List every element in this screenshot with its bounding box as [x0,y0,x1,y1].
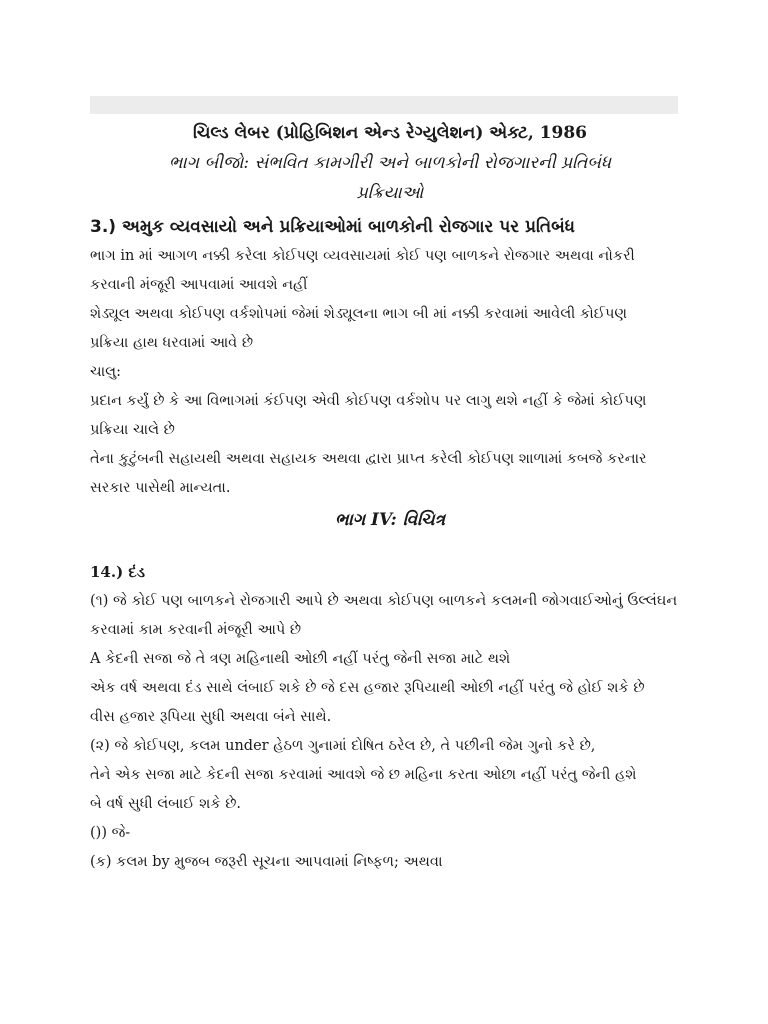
section-14-line: વીસ હજાર રૂપિયા સુધી અથવા બંને સાથે. [90,709,332,725]
section-14-line: A કેદની સજા જે તે ત્રણ મહિનાથી ઓછી નહીં પરંતુ જેની સજા માટે થશે [90,651,511,667]
section-3-line: કરવાની મંજૂરી આપવામાં આવશે નહીં [90,277,308,293]
section-3-line: ચાલુ: [90,364,121,380]
section-14-line: એક વર્ષ અથવા દંડ સાથે લંબાઈ શકે છે જે દસ હજાર રૂપિયાથી ઓછી નહીં પરંતુ જે હોઈ શકે છે [90,680,645,696]
spacer [90,535,690,557]
document-content [90,118,690,877]
section-3-heading: 3.) અમુક વ્યવસાયો અને પ્રક્રિયાઓમાં બાળકોની રોજગાર પર પ્રતિબંધ [90,217,576,237]
section-3-line: શેડ્યૂલ અથવા કોઈપણ વર્કશોપમાં જેમાં શેડ્યૂલના ભાગ બી માં નક્કી કરવામાં આવેલી કોઈપણ [90,306,628,322]
section-14-line: ()) જે- [90,825,131,841]
section-3-line: ભાગ in માં આગળ નક્કી કરેલા કોઈપણ વ્યવસાયમાં કોઈ પણ બાળકને રોજગાર અથવા નોકરી [90,248,635,264]
section-3-line: પ્રક્રિયા હાથ ધરવામાં આવે છે [90,335,254,351]
document-title: ચિલ્ડ લેબર (પ્રોહિબિશન એન્ડ રેગ્યુલેશન) એક્ટ, 1986 [192,123,588,143]
section-3-line: પ્રદાન કર્યું છે કે આ વિભાગમાં કંઈપણ એવી કોઈપણ વર્કશોપ પર લાગુ થશે નહીં કે જેમાં કોઈપણ [90,393,647,409]
section-3-line: સરકાર પાસેથી માન્યતા. [90,480,231,496]
section-14-line: (૨) જે કોઈપણ, કલમ under હેઠળ ગુનામાં દોષિત ઠરેલ છે, તે પછીની જેમ ગુનો કરે છે, [90,738,596,754]
section-3-line: તેના કુટુંબની સહાયથી અથવા સહાયક અથવા દ્વારા પ્રાપ્ત કરેલી કોઈપણ શાળામાં કબજે કરનાર [90,451,647,467]
section-14-line: કરવામાં કામ કરવાની મંજૂરી આપે છે [90,622,302,638]
section-14-line: (ક) કલમ by મુજબ જરૂરી સૂચના આપવામાં નિષ્ફળ; અથવા [90,854,443,870]
document-subtitle-line2: પ્રક્રિયાઓ [356,183,424,203]
section-14-line: તેને એક સજા માટે કેદની સજા કરવામાં આવશે જે છ મહિના કરતા ઓછા નહીં પરંતુ જેની હશે [90,767,637,783]
header-band [90,96,678,114]
document-subtitle-line1: ભાગ બીજો: સંભવિત કામગીરી અને બાળકોની રોજગારની પ્રતિબંધ [168,153,612,173]
section-3-line: પ્રક્રિયા ચાલે છે [90,422,175,438]
section-14-body [90,587,690,877]
section-14-line: (૧) જે કોઈ પણ બાળકને રોજગારી આપે છે અથવા કોઈપણ બાળકને કલમની જોગવાઈઓનું ઉલ્લંઘન [90,593,678,609]
part-4-heading: ભાગ IV: વિચિત્ર [334,510,446,530]
section-14-line: બે વર્ષ સુધી લંબાઈ શકે છે. [90,796,242,812]
section-14-heading: 14.) દંડ [90,563,146,581]
section-3-body [90,242,690,503]
